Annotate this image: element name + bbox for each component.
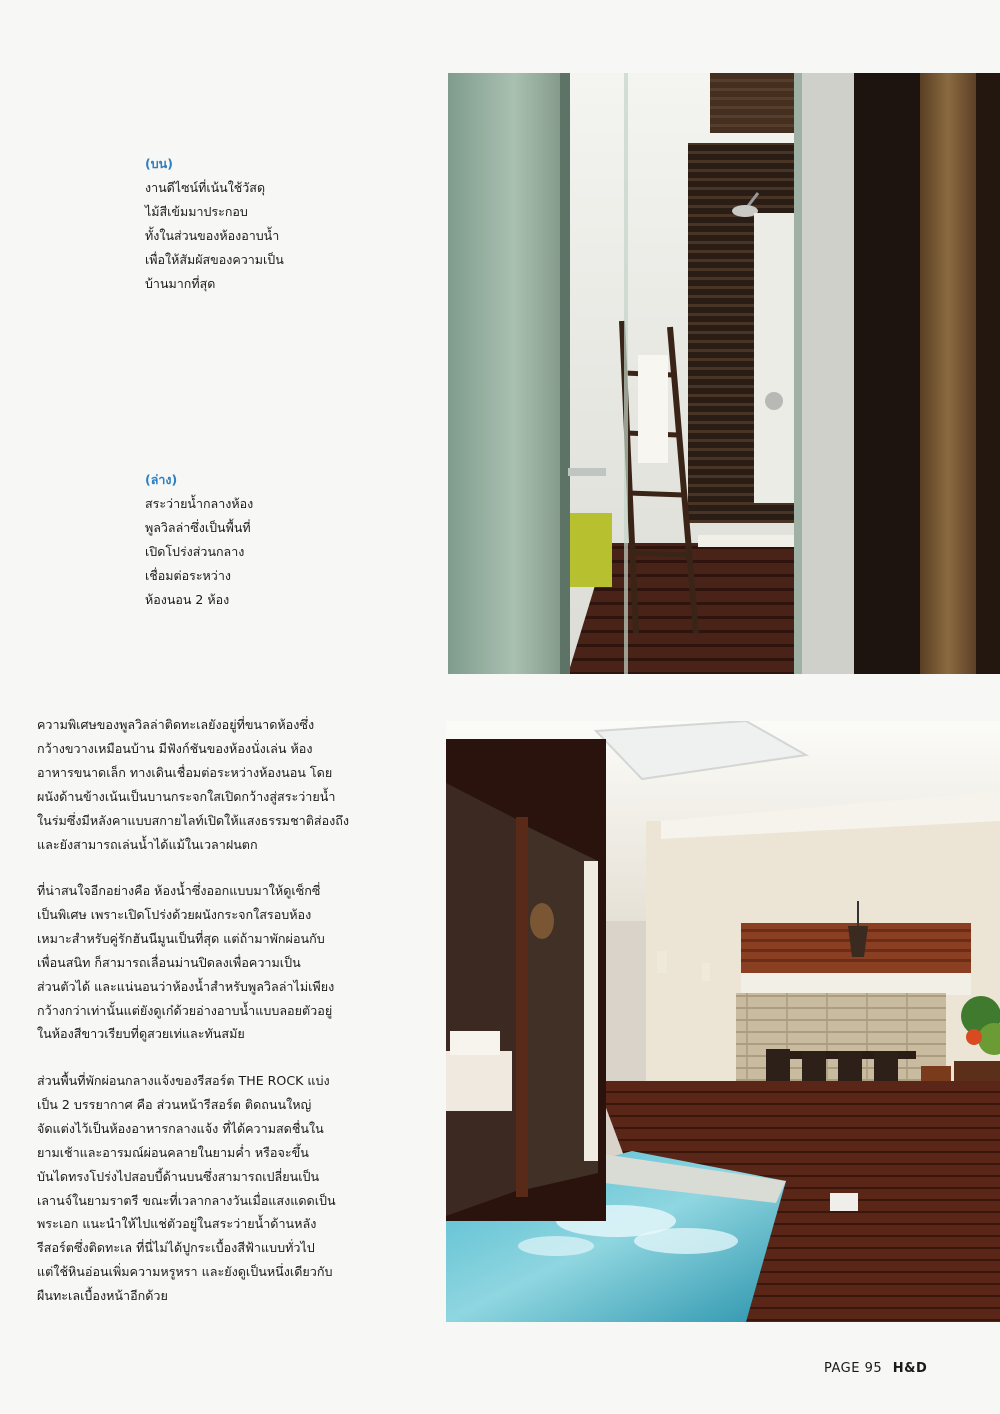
caption-top: [145, 152, 425, 296]
body-line: เป็นพิเศษ เพราะเปิดโปร่งด้วยผนังกระจกใสรอบห้อง: [37, 906, 312, 922]
caption-top-line: ทั้งในส่วนของห้องอาบน้ำ: [145, 228, 280, 243]
caption-bottom-line: เชื่อมต่อระหว่าง: [145, 568, 231, 583]
magazine-brand: H&D: [892, 1361, 928, 1376]
body-line: ในห้องสีขาวเรียบที่ดูสวยเท่และทันสมัย: [37, 1026, 245, 1042]
body-line: กว้างขวางเหมือนบ้าน มีฟังก์ชันของห้องนั่งเล่น ห้อง: [37, 740, 313, 756]
body-line: ความพิเศษของพูลวิลล่าติดทะเลยังอยู่ที่ขนาดห้องซึ่ง: [37, 717, 315, 732]
body-line: เป็น 2 บรรยากาศ คือ ส่วนหน้ารีสอร์ต ติดถนนใหญ่: [37, 1096, 312, 1112]
caption-top-line: เพื่อให้สัมผัสของความเป็น: [145, 252, 284, 267]
body-line: เหมาะสำหรับคู่รักฮันนีมูนเป็นที่สุด แต่ถ้ามาพักผ่อนกับ: [37, 930, 325, 946]
body-line: เลานจ์ในยามราตรี ขณะที่เวลากลางวันเมื่อแสงแดดเป็น: [37, 1192, 336, 1208]
body-line: ส่วนตัวได้ และแน่นอนว่าห้องน้ำสำหรับพูลวิลล่าไม่เพียง: [37, 978, 335, 994]
caption-top-line: บ้านมากที่สุด: [145, 276, 216, 291]
pool-villa-photo: [446, 721, 1000, 1322]
body-line: กว้างกว่าเท่านั้นแต่ยังดูเก๋ด้วยอ่างอาบน้ำแบบลอยตัวอยู่: [37, 1002, 333, 1018]
body-line: อาหารขนาดเล็ก ทางเดินเชื่อมต่อระหว่างห้องนอน โดย: [37, 764, 333, 780]
page-folio: [824, 1361, 927, 1376]
caption-bottom: [145, 468, 425, 612]
page-label: PAGE: [824, 1361, 860, 1376]
caption-top-heading: (บน): [145, 156, 173, 171]
body-line: และยังสามารถเล่นน้ำได้แม้ในเวลาฝนตก: [37, 836, 258, 852]
caption-bottom-line: พูลวิลล่าซึ่งเป็นพื้นที่: [145, 520, 251, 535]
body-line: รีสอร์ตซึ่งติดทะเล ที่นี่ไม่ได้ปูกระเบื้องสีฟ้าแบบทั่วไป: [37, 1240, 315, 1256]
body-line: พระเอก แนะนำให้ไปแช่ตัวอยู่ในสระว่ายน้ำด้านหลัง: [37, 1216, 317, 1232]
body-paragraph-2: [37, 879, 387, 1046]
body-line: ที่น่าสนใจอีกอย่างคือ ห้องน้ำซึ่งออกแบบมาให้ดูเซ็กซี่: [37, 883, 321, 898]
body-paragraph-3: [37, 1069, 387, 1308]
body-line: ผืนทะเลเบื้องหน้าอีกด้วย: [37, 1288, 168, 1304]
caption-top-line: งานดีไซน์ที่เน้นใช้วัสดุ: [145, 180, 266, 195]
body-line: แต่ใช้หินอ่อนเพิ่มความหรูหรา และยังดูเป็นหนึ่งเดียวกับ: [37, 1264, 333, 1280]
caption-bottom-line: ห้องนอน 2 ห้อง: [145, 592, 230, 607]
caption-bottom-heading: (ล่าง): [145, 472, 178, 487]
body-line: บันไดทรงโปร่งไปสอบบี้ด้านบนซึ่งสามารถเปลี่ยนเป็น: [37, 1168, 320, 1184]
body-line: จัดแต่งไว้เป็นห้องอาหารกลางแจ้ง ที่ได้ความสดชื่นใน: [37, 1120, 324, 1136]
page-number: 95: [864, 1361, 883, 1376]
body-paragraph-1: [37, 713, 387, 856]
body-line: ผนังด้านข้างเน้นเป็นบานกระจกใสเปิดกว้างสู่สระว่ายน้ำ: [37, 788, 336, 804]
body-line: ในร่มซึ่งมีหลังคาแบบสกายไลท์เปิดให้แสงธรรมชาติส่องถึง: [37, 812, 350, 828]
caption-bottom-line: เปิดโปร่งส่วนกลาง: [145, 544, 245, 559]
body-line: ยามเช้าและอารมณ์ผ่อนคลายในยามค่ำ หรือจะขึ้น: [37, 1144, 309, 1160]
body-line: เพื่อนสนิท ก็สามารถเลื่อนม่านปิดลงเพื่อความเป็น: [37, 954, 301, 970]
bathroom-photo: [448, 73, 1000, 674]
caption-top-line: ไม้สีเข้มมาประกอบ: [145, 204, 248, 219]
body-line: ส่วนพื้นที่พักผ่อนกลางแจ้งของรีสอร์ต THE ROCK แบ่ง: [37, 1073, 330, 1088]
caption-bottom-line: สระว่ายน้ำกลางห้อง: [145, 496, 254, 511]
